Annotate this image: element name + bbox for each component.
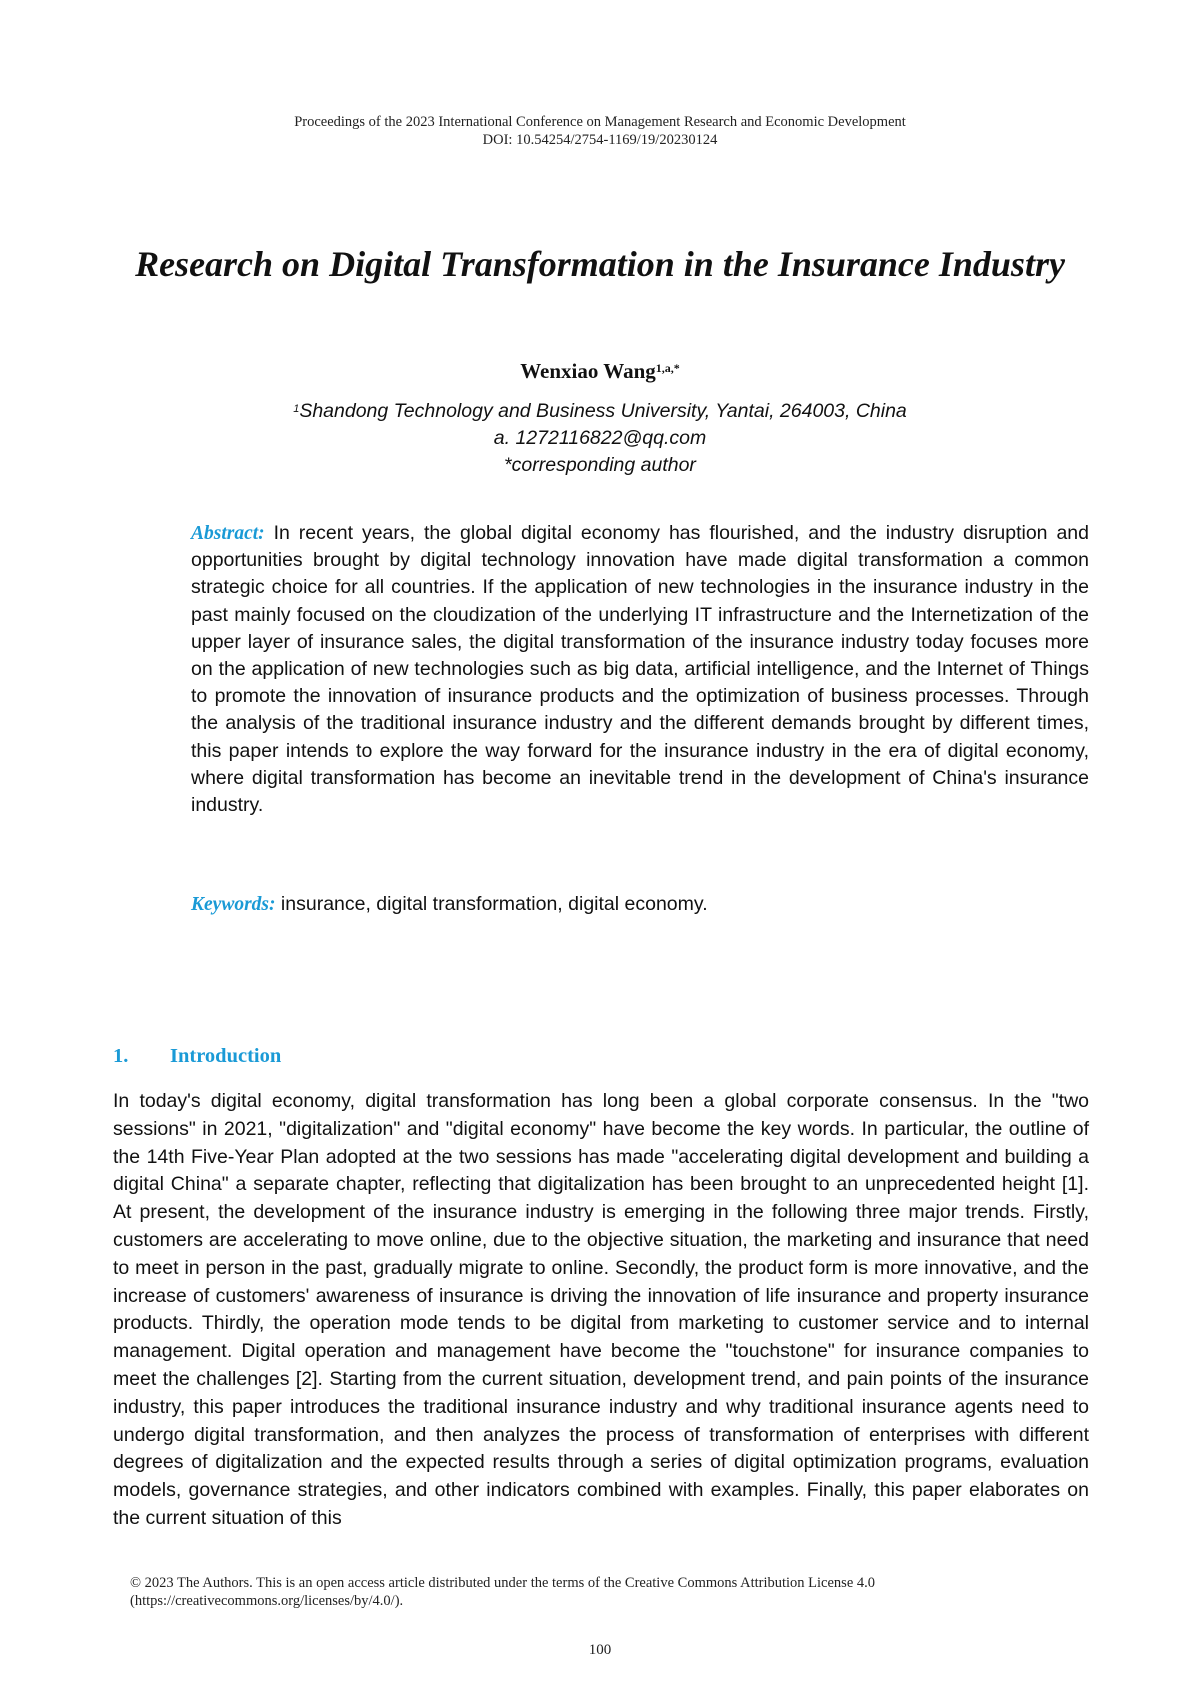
doi-line: DOI: 10.54254/2754-1169/19/20230124 bbox=[482, 132, 718, 148]
affiliation-line bbox=[0, 398, 1200, 425]
author-name: Wenxiao Wang bbox=[520, 359, 656, 383]
author-line bbox=[0, 358, 1200, 384]
running-header bbox=[0, 113, 1200, 149]
abstract-text: In recent years, the global digital economy has flourished, and the industry disruption and opportunities brought by digital technology innovation have made digital transformation a common strategic choice for all countries. If the application of new technologies in the insurance industry in the past mainly focused on the cloudization of the underlying IT infrastructure and the Internetization of the upper layer of insurance sales, the digital transformation of the insurance industry today focuses more on the application of new technologies such as big data, artificial intelligence, and the Internet of Things to promote the innovation of insurance products and the optimization of business processes. Through the analysis of the traditional insurance industry and the different demands brought by different times, this paper intends to explore the way forward for the insurance industry in the era of digital economy, where digital transformation has become an inevitable trend in the development of China's insurance industry. bbox=[191, 522, 1089, 817]
proceedings-line: Proceedings of the 2023 International Conference on Management Research and Economic Development bbox=[294, 114, 906, 130]
author-superscript: 1,a,* bbox=[655, 361, 680, 375]
paper-title: Research on Digital Transformation in the Insurance Industry bbox=[135, 244, 1065, 284]
affiliation-superscript: 1 bbox=[293, 403, 300, 415]
page-number: 100 bbox=[588, 1642, 612, 1658]
keywords-text: insurance, digital transformation, digital economy. bbox=[280, 893, 708, 915]
license-line-2: (https://creativecommons.org/licenses/by/4.0/). bbox=[130, 1593, 404, 1609]
corresponding-note: *corresponding author bbox=[504, 454, 696, 476]
section-heading-introduction bbox=[113, 1043, 281, 1069]
affiliation-block bbox=[0, 398, 1200, 479]
license-footnote bbox=[130, 1574, 1090, 1610]
keywords-label: Keywords: bbox=[191, 894, 276, 915]
introduction-paragraph: In today's digital economy, digital transformation has long been a global corporate consensus. In the "two sessions" in 2021, "digitalization" and "digital economy" have become the key words. In particular, the outline of the 14th Five-Year Plan adopted at the two sessions has made "accelerating digital development and building a digital China" a separate chapter, reflecting that digitalization has been brought to an unprecedented height [1]. At present, the development of the insurance industry is emerging in the following three major trends. Firstly, customers are accelerating to move online, due to the objective situation, the marketing and insurance that need to meet in person in the past, gradually migrate to online. Secondly, the product form is more innovative, and the increase of customers' awareness of insurance is driving the innovation of life insurance and property insurance products. Thirdly, the operation mode tends to be digital from marketing to customer service and to internal management. Digital operation and management have become the "touchstone" for insurance companies to meet the challenges [2]. Starting from the current situation, development trend, and pain points of the insurance industry, this paper introduces the traditional insurance industry and why traditional insurance agents need to undergo digital transformation, and then analyzes the process of transformation of enterprises with different degrees of digitalization and the expected results through a series of digital optimization programs, evaluation models, governance strategies, and other indicators combined with examples. Finally, this paper elaborates on the current situation of this bbox=[113, 1090, 1089, 1529]
license-line-1: © 2023 The Authors. This is an open access article distributed under the terms of the Creative Commons Attribution License 4.0 bbox=[130, 1575, 876, 1591]
abstract bbox=[191, 520, 1089, 819]
keywords bbox=[191, 891, 1089, 918]
author-email: a. 1272116822@qq.com bbox=[493, 427, 707, 449]
section-title: Introduction bbox=[170, 1045, 282, 1067]
abstract-label: Abstract: bbox=[191, 523, 265, 544]
section-number: 1. bbox=[113, 1045, 129, 1067]
affiliation-institution: Shandong Technology and Business University, Yantai, 264003, China bbox=[299, 400, 907, 422]
